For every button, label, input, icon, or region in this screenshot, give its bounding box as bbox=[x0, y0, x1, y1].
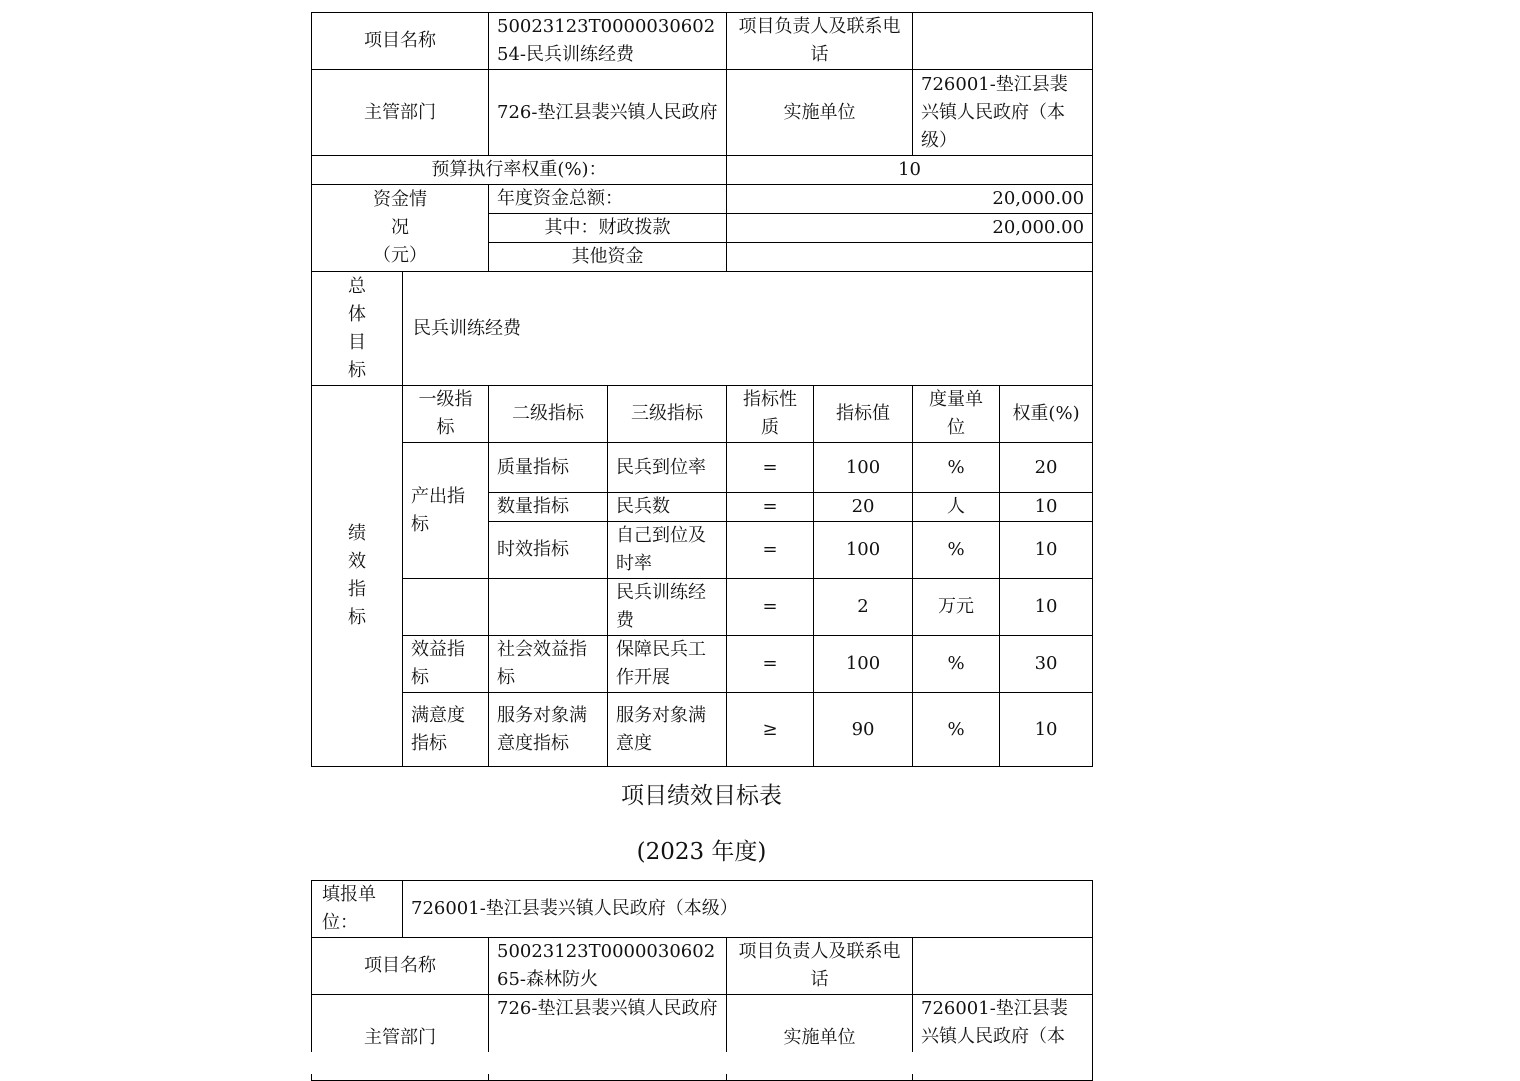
row-l3: 服务对象满意度 bbox=[608, 693, 727, 767]
row-l2: 数量指标 bbox=[489, 493, 608, 522]
project-name-label: 项目名称 bbox=[312, 938, 489, 995]
row-l2: 质量指标 bbox=[489, 443, 608, 493]
row-weight: 30 bbox=[1000, 636, 1093, 693]
fund-fiscal-label: 其中：财政拨款 bbox=[489, 214, 727, 243]
row-l1: 满意度指标 bbox=[403, 693, 489, 767]
row-value: 100 bbox=[814, 443, 913, 493]
fund-fiscal-value: 20,000.00 bbox=[727, 214, 1093, 243]
output-label: 产出指标 bbox=[403, 443, 489, 579]
row-unit: 万元 bbox=[913, 579, 1000, 636]
table-row bbox=[312, 693, 1093, 767]
fund-label: 资金情况（元） bbox=[312, 185, 489, 272]
goal-value: 民兵训练经费 bbox=[403, 272, 1093, 386]
header-l2: 二级指标 bbox=[489, 386, 608, 443]
budget-weight-label: 预算执行率权重(%)： bbox=[312, 156, 727, 185]
header-nature: 指标性质 bbox=[727, 386, 814, 443]
page-bottom-edge bbox=[311, 1052, 1092, 1074]
project-name-value: 50023123T000003060254-民兵训练经费 bbox=[489, 13, 727, 70]
impl-unit-label: 实施单位 bbox=[727, 70, 913, 156]
fund-total-label: 年度资金总额： bbox=[489, 185, 727, 214]
row-value: 100 bbox=[814, 522, 913, 579]
row-weight: 10 bbox=[1000, 522, 1093, 579]
perf-label: 绩效指标 bbox=[312, 386, 403, 767]
row-unit: % bbox=[913, 693, 1000, 767]
row-l3: 民兵训练经费 bbox=[608, 579, 727, 636]
project-name-value: 50023123T000003060265-森林防火 bbox=[489, 938, 727, 995]
row-l2: 社会效益指标 bbox=[489, 636, 608, 693]
row-weight: 20 bbox=[1000, 443, 1093, 493]
row-l2: 时效指标 bbox=[489, 522, 608, 579]
manager-phone-value bbox=[913, 938, 1093, 995]
row-l3: 保障民兵工作开展 bbox=[608, 636, 727, 693]
document-year: (2023 年度) bbox=[636, 839, 767, 865]
row-l1: 效益指标 bbox=[403, 636, 489, 693]
row-value: 90 bbox=[814, 693, 913, 767]
row-l3: 民兵到位率 bbox=[608, 443, 727, 493]
goal-label: 总体目标 bbox=[312, 272, 403, 386]
row-weight: 10 bbox=[1000, 693, 1093, 767]
row-weight: 10 bbox=[1000, 579, 1093, 636]
budget-weight-value: 10 bbox=[727, 156, 1093, 185]
row-l2 bbox=[489, 579, 608, 636]
header-unit: 度量单位 bbox=[913, 386, 1000, 443]
row-unit: 人 bbox=[913, 493, 1000, 522]
row-unit: % bbox=[913, 443, 1000, 493]
row-l1 bbox=[403, 579, 489, 636]
impl-unit-label: 实施单位 bbox=[727, 995, 913, 1081]
fund-other-value bbox=[727, 243, 1093, 272]
row-unit: % bbox=[913, 522, 1000, 579]
manager-phone-label: 项目负责人及联系电话 bbox=[727, 13, 913, 70]
header-l1: 一级指标 bbox=[403, 386, 489, 443]
header-l3: 三级指标 bbox=[608, 386, 727, 443]
row-nature: ≥ bbox=[727, 693, 814, 767]
performance-table-militia bbox=[311, 12, 1093, 767]
fill-unit-label: 填报单位： bbox=[312, 881, 403, 938]
row-nature: = bbox=[727, 443, 814, 493]
document-title: 项目绩效目标表 bbox=[621, 783, 782, 809]
fill-unit-value: 726001-垫江县裴兴镇人民政府（本级） bbox=[403, 881, 1093, 938]
impl-unit-value: 726001-垫江县裴兴镇人民政府（本级） bbox=[913, 70, 1093, 156]
row-unit: % bbox=[913, 636, 1000, 693]
row-value: 20 bbox=[814, 493, 913, 522]
fund-total-value: 20,000.00 bbox=[727, 185, 1093, 214]
dept-value: 726-垫江县裴兴镇人民政府 bbox=[489, 995, 727, 1081]
dept-value: 726-垫江县裴兴镇人民政府 bbox=[489, 70, 727, 156]
row-value: 100 bbox=[814, 636, 913, 693]
row-weight: 10 bbox=[1000, 493, 1093, 522]
manager-phone-label: 项目负责人及联系电话 bbox=[727, 938, 913, 995]
manager-phone-value bbox=[913, 13, 1093, 70]
table-row bbox=[312, 579, 1093, 636]
row-l3: 民兵数 bbox=[608, 493, 727, 522]
fund-other-label: 其他资金 bbox=[489, 243, 727, 272]
row-l3: 自己到位及时率 bbox=[608, 522, 727, 579]
header-value: 指标值 bbox=[814, 386, 913, 443]
row-nature: = bbox=[727, 522, 814, 579]
table-row bbox=[312, 636, 1093, 693]
performance-table-forest-fire bbox=[311, 880, 1093, 1081]
project-name-label: 项目名称 bbox=[312, 13, 489, 70]
dept-label: 主管部门 bbox=[312, 70, 489, 156]
dept-label: 主管部门 bbox=[312, 995, 489, 1081]
table-row bbox=[312, 443, 1093, 493]
row-value: 2 bbox=[814, 579, 913, 636]
row-l2: 服务对象满意度指标 bbox=[489, 693, 608, 767]
impl-unit-value: 726001-垫江县裴兴镇人民政府（本 bbox=[913, 995, 1093, 1081]
header-weight: 权重(%) bbox=[1000, 386, 1093, 443]
row-nature: = bbox=[727, 579, 814, 636]
row-nature: = bbox=[727, 493, 814, 522]
row-nature: = bbox=[727, 636, 814, 693]
